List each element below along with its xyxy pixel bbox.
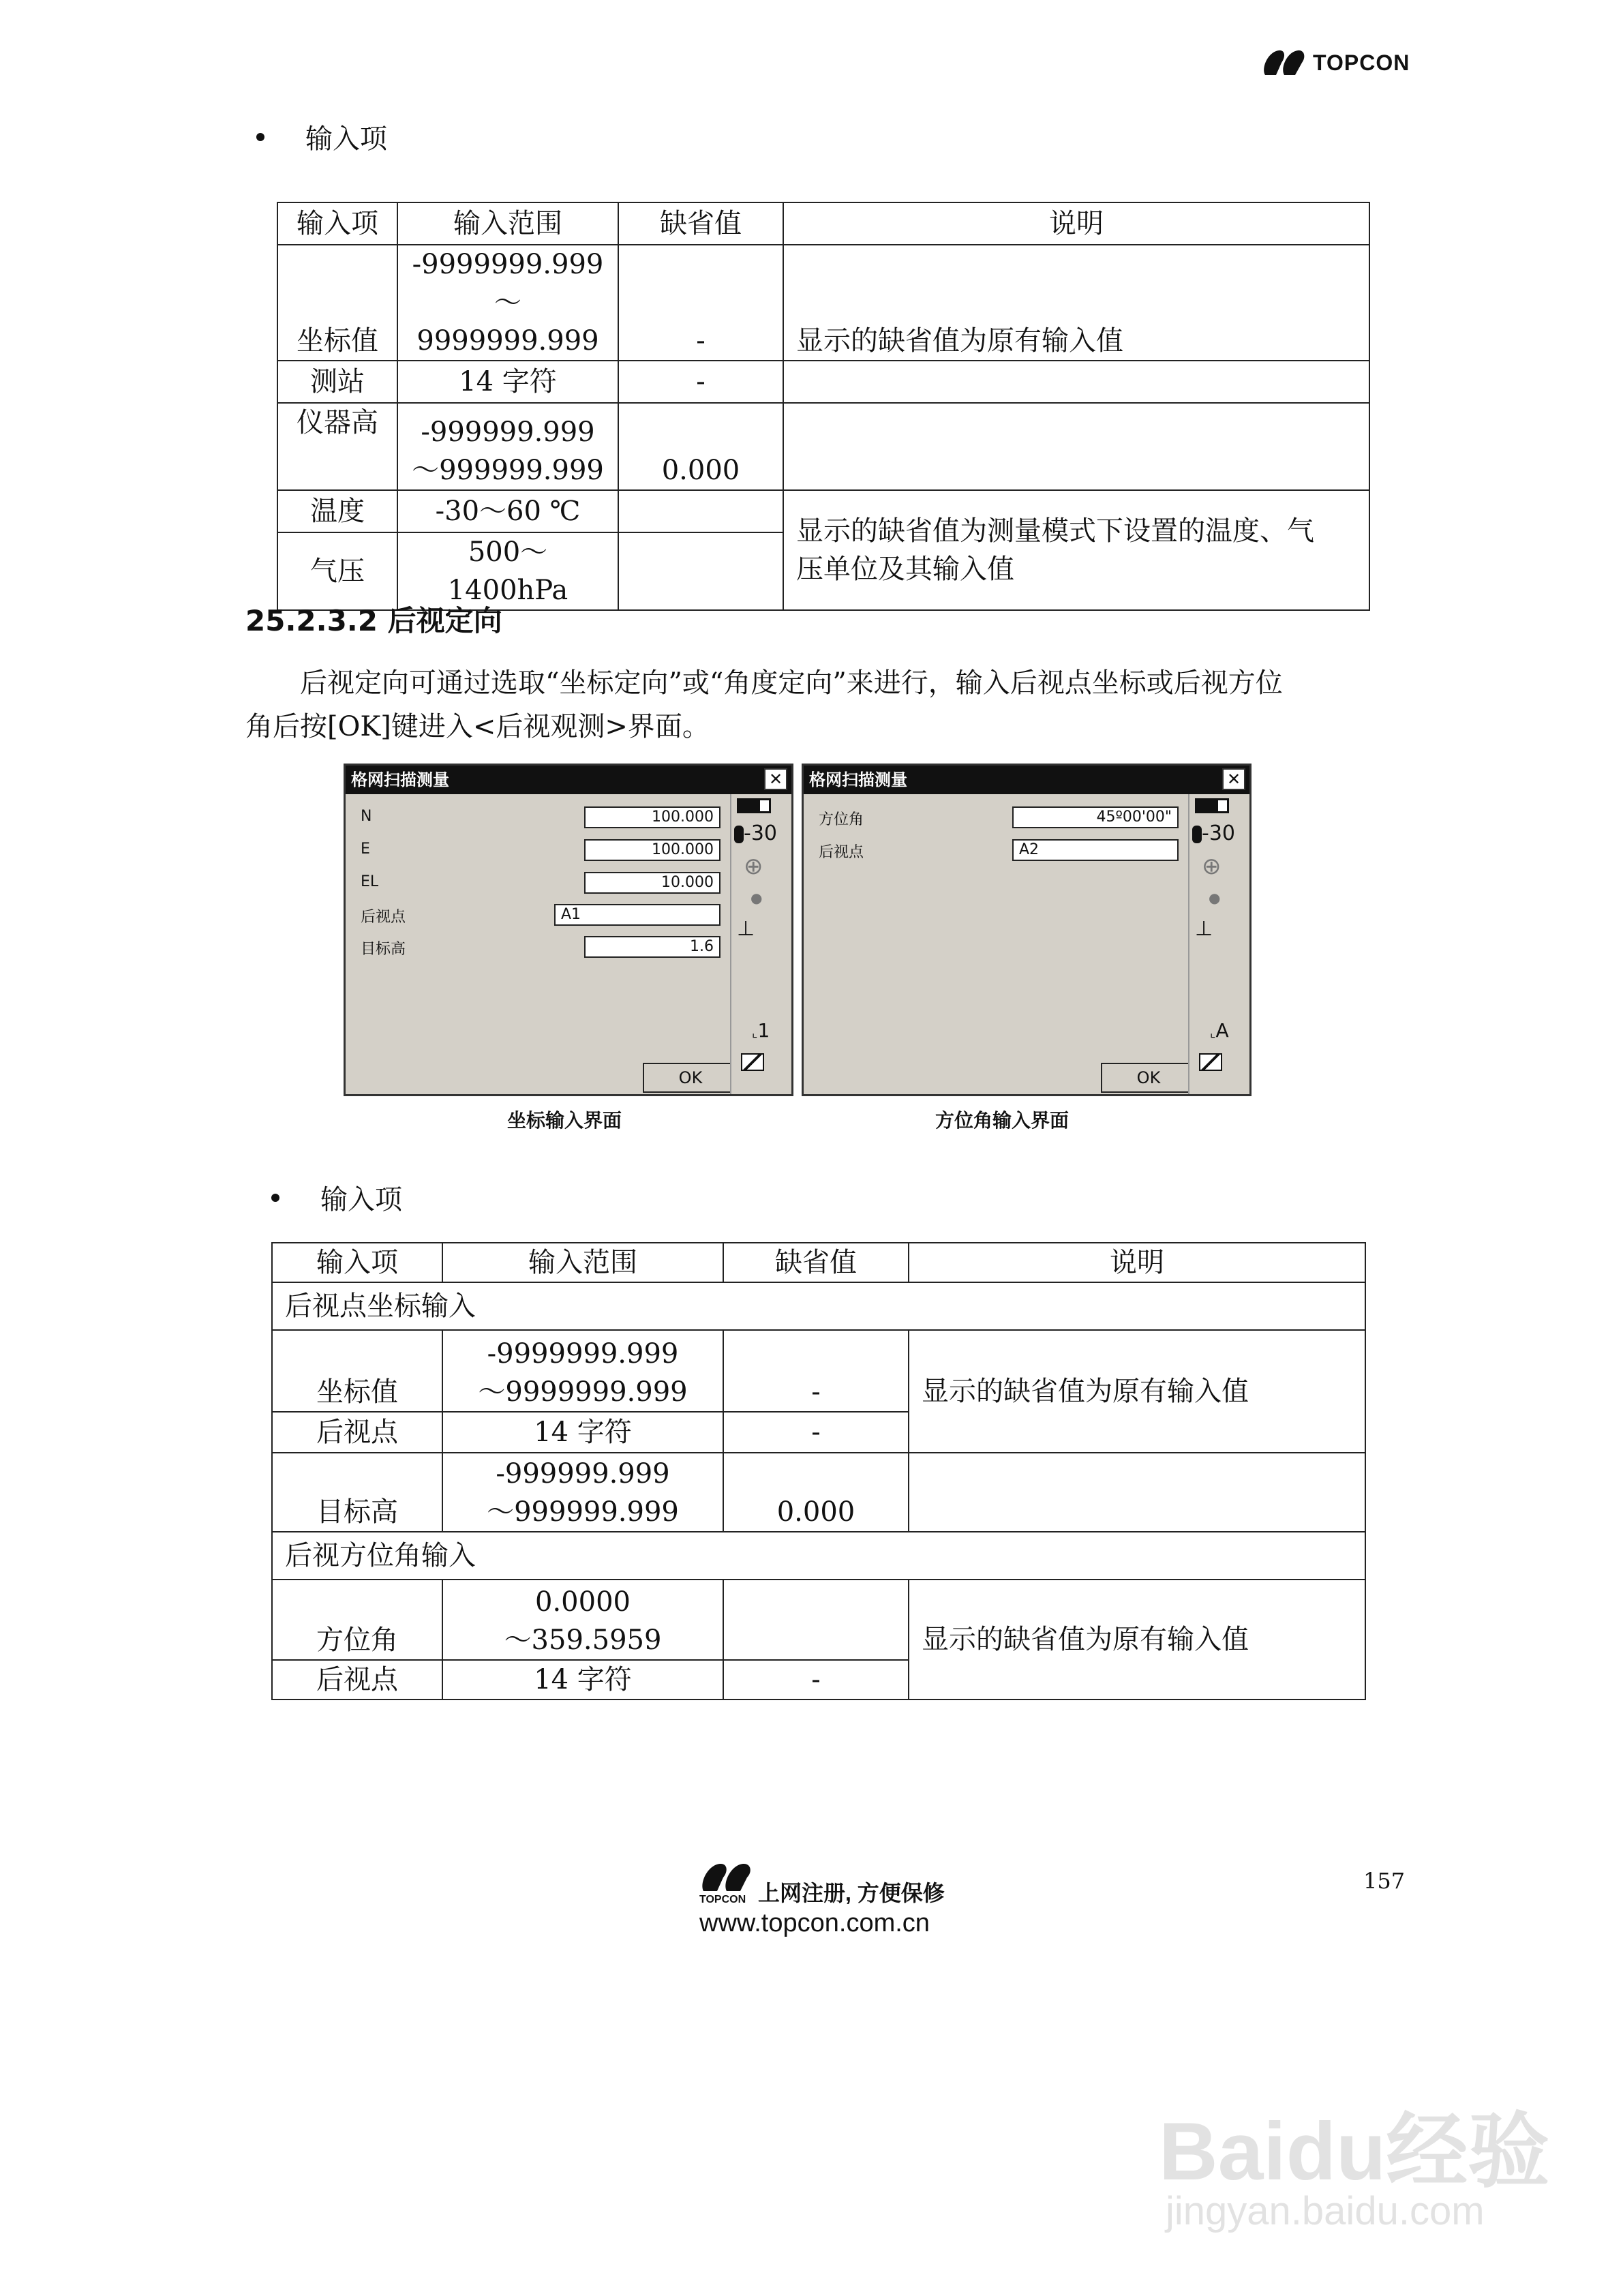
field-label-azimuth: 方位角 <box>819 811 864 828</box>
cell-default: - <box>723 1330 909 1412</box>
tilt-icon[interactable]: ⊥ <box>737 917 755 941</box>
note-line: 显示的缺省值为测量模式下设置的温度、气 <box>796 515 1314 547</box>
crosshair-icon: ⊕ <box>744 853 763 880</box>
cell-item: 仪器高 <box>277 403 397 490</box>
cell-note <box>909 1453 1365 1532</box>
prism-constant <box>734 821 777 845</box>
cell-default <box>618 490 783 532</box>
close-icon: ✕ <box>1226 770 1241 789</box>
bullet-input-items-1 <box>256 117 387 156</box>
baidu-watermark-url: jingyan.baidu.com <box>1166 2189 1485 2233</box>
cell-item: 温度 <box>277 490 397 532</box>
field-e-input[interactable]: 100.000 <box>584 839 721 861</box>
field-n-input[interactable]: 100.000 <box>584 806 721 828</box>
cell-item: 后视点 <box>272 1412 442 1453</box>
cell-item: 目标高 <box>272 1453 442 1532</box>
range-max: ～999999.999 <box>487 1496 679 1528</box>
screen-title <box>346 766 791 794</box>
input-mode-numeric[interactable] <box>752 1019 770 1042</box>
side-status-bar <box>1189 794 1248 1094</box>
cell-range <box>442 1453 723 1532</box>
topcon-logo-icon <box>1261 48 1309 78</box>
dot-icon: ● <box>750 890 763 906</box>
cell-default: - <box>618 361 783 403</box>
cell-range: 500～1400hPa <box>397 532 618 610</box>
cell-default <box>618 532 783 610</box>
prism-icon <box>734 826 744 843</box>
footer-brand: TOPCON <box>699 1894 746 1905</box>
group-row: 后视方位角输入 <box>272 1532 1365 1580</box>
range-min: -9999999.999 <box>487 1338 679 1370</box>
table-row <box>272 1330 1365 1412</box>
range-max: ～359.5959 <box>504 1625 662 1656</box>
keyboard-icon[interactable] <box>741 1053 764 1071</box>
cell-item: 测站 <box>277 361 397 403</box>
screen-title-text: 格网扫描测量 <box>351 770 449 789</box>
cell-note <box>783 361 1369 403</box>
prism-value: -30 <box>744 821 777 845</box>
battery-icon <box>1195 798 1229 813</box>
cell-default: 0.000 <box>723 1453 909 1532</box>
cell-range <box>397 245 618 361</box>
crosshair-icon: ⊕ <box>1202 853 1222 880</box>
brand-name: TOPCON <box>1313 50 1410 75</box>
close-button[interactable] <box>764 768 787 790</box>
cell-range <box>397 403 618 490</box>
field-backsight-input[interactable]: A1 <box>554 904 721 926</box>
para-line: 角后按[OK]键进入<后视观测>界面。 <box>245 711 710 742</box>
cell-default: 0.000 <box>618 403 783 490</box>
section-heading: 25.2.3.2 后视定向 <box>245 604 502 637</box>
footer-url[interactable]: www.topcon.com.cn <box>699 1909 930 1937</box>
cell-item: 坐标值 <box>272 1330 442 1412</box>
table-row <box>272 1453 1365 1532</box>
field-label-backsight: 后视点 <box>819 844 864 861</box>
table-row <box>272 1580 1365 1660</box>
field-label-target-height: 目标高 <box>361 941 406 958</box>
range-max: ～999999.999 <box>412 455 604 486</box>
cell-default: - <box>723 1412 909 1453</box>
cell-default: - <box>618 245 783 361</box>
screen-title <box>804 766 1249 794</box>
cell-note-merged: 显示的缺省值为原有输入值 <box>909 1330 1365 1453</box>
range-min: -999999.999 <box>421 417 595 448</box>
range-max: ～9999999.999 <box>478 1376 688 1408</box>
input-mode-alpha[interactable] <box>1210 1019 1229 1042</box>
field-label-el: EL <box>361 873 379 890</box>
screen-title-text: 格网扫描测量 <box>809 770 907 789</box>
col-header: 缺省值 <box>618 202 783 245</box>
topcon-header-logo <box>1261 48 1410 78</box>
field-label-backsight: 后视点 <box>361 909 406 926</box>
para-line: 后视定向可通过选取“坐标定向”或“角度定向”来进行，输入后视点坐标或后视方位 <box>300 667 1283 699</box>
prism-value: -30 <box>1202 821 1235 845</box>
close-button[interactable] <box>1222 768 1245 790</box>
page-number: 157 <box>1363 1868 1406 1894</box>
cell-item: 气压 <box>277 532 397 610</box>
section-paragraph <box>245 661 1404 749</box>
cell-note <box>783 403 1369 490</box>
input-mode-icon: ⌞ <box>752 1026 758 1040</box>
prism-icon <box>1192 826 1202 843</box>
cell-range <box>442 1330 723 1412</box>
bullet-dot-icon <box>256 133 264 141</box>
keyboard-icon[interactable] <box>1199 1053 1222 1071</box>
battery-icon <box>737 798 771 813</box>
cell-note-merged: 显示的缺省值为原有输入值 <box>909 1580 1365 1700</box>
prism-constant <box>1192 821 1235 845</box>
cell-item: 后视点 <box>272 1660 442 1700</box>
cell-range: 14 字符 <box>442 1412 723 1453</box>
bullet-input-items-2 <box>271 1178 402 1217</box>
cell-default <box>723 1580 909 1660</box>
screen-caption: 方位角输入界面 <box>935 1109 1070 1132</box>
field-target-height-input[interactable]: 1.6 <box>584 936 721 958</box>
footer-slogan: 上网注册, 方便保修 <box>758 1881 945 1905</box>
cell-note-merged <box>783 490 1369 610</box>
group-row: 后视点坐标输入 <box>272 1282 1365 1330</box>
input-mode-value: A <box>1215 1019 1229 1042</box>
col-header: 输入项 <box>277 202 397 245</box>
field-azimuth-input[interactable]: 45º00'00" <box>1012 806 1179 828</box>
table-row <box>277 490 1369 532</box>
close-icon: ✕ <box>768 770 783 789</box>
col-header: 输入范围 <box>442 1243 723 1282</box>
cell-range: 14 字符 <box>397 361 618 403</box>
col-header: 输入项 <box>272 1243 442 1282</box>
bullet-text: 输入项 <box>320 1184 402 1215</box>
bullet-text: 输入项 <box>305 123 387 155</box>
footer-logo <box>699 1861 761 1905</box>
device-screen-coordinate <box>344 764 793 1096</box>
cell-range <box>442 1580 723 1660</box>
screen-caption: 坐标输入界面 <box>507 1109 622 1132</box>
field-el-input[interactable]: 10.000 <box>584 872 721 894</box>
col-header: 输入范围 <box>397 202 618 245</box>
field-backsight-input[interactable]: A2 <box>1012 839 1179 861</box>
cell-range: -30～60 ℃ <box>397 490 618 532</box>
ok-button[interactable]: OK <box>643 1063 738 1093</box>
side-status-bar <box>731 794 790 1094</box>
input-items-table-1 <box>277 202 1370 611</box>
dot-icon: ● <box>1209 890 1221 906</box>
cell-range: 14 字符 <box>442 1660 723 1700</box>
input-items-table-2 <box>271 1242 1366 1700</box>
device-screen-azimuth <box>802 764 1252 1096</box>
range-min: -999999.999 <box>496 1458 670 1490</box>
baidu-watermark <box>1159 2086 1549 2203</box>
cell-default: - <box>723 1660 909 1700</box>
cell-note: 显示的缺省值为原有输入值 <box>783 245 1369 361</box>
cell-item: 方位角 <box>272 1580 442 1660</box>
table-row <box>277 245 1369 361</box>
range-min: -9999999.999 <box>412 249 604 280</box>
tilt-icon[interactable]: ⊥ <box>1195 917 1213 941</box>
note-line: 压单位及其输入值 <box>796 554 1014 585</box>
watermark-text: Baidu经验 <box>1159 2106 1550 2197</box>
ok-button[interactable]: OK <box>1101 1063 1196 1093</box>
field-label-n: N <box>361 808 372 825</box>
col-header: 缺省值 <box>723 1243 909 1282</box>
bullet-dot-icon <box>271 1194 279 1202</box>
table-row <box>277 403 1369 490</box>
range-max: ～9999999.999 <box>416 287 599 357</box>
range-min: 0.0000 <box>535 1586 631 1618</box>
col-header: 说明 <box>783 202 1369 245</box>
input-mode-icon: ⌞ <box>1210 1026 1216 1040</box>
input-mode-value: 1 <box>757 1019 770 1042</box>
table-row <box>277 361 1369 403</box>
col-header: 说明 <box>909 1243 1365 1282</box>
field-label-e: E <box>361 841 370 858</box>
topcon-logo-icon <box>699 1861 757 1894</box>
cell-item: 坐标值 <box>277 245 397 361</box>
